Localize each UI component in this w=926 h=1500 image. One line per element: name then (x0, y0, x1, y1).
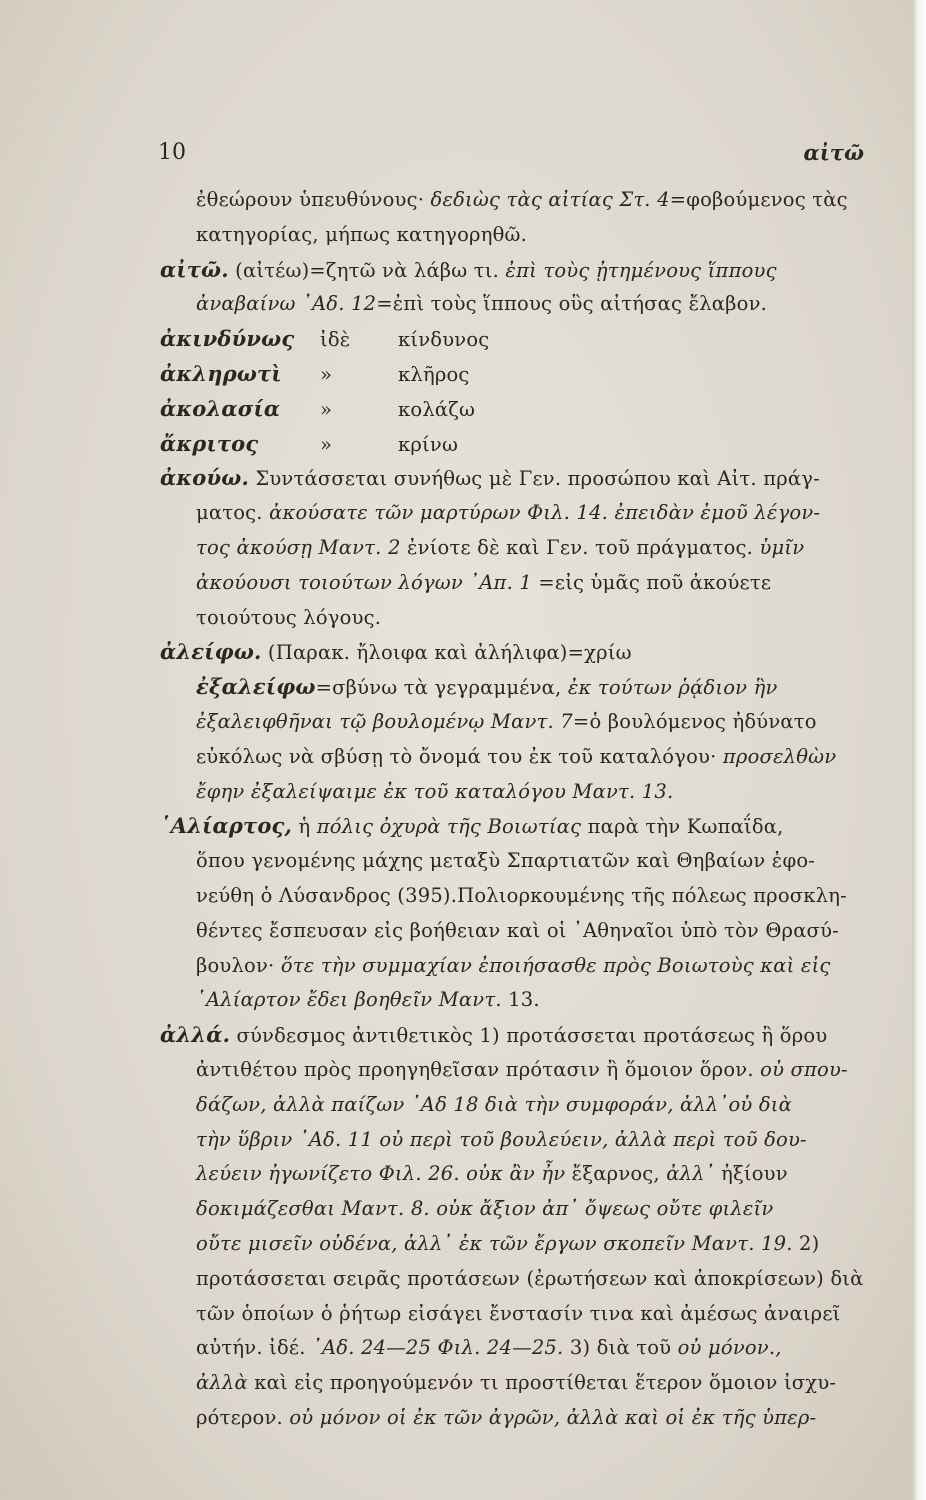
text-line (160, 1227, 872, 1262)
text-line (160, 1401, 872, 1436)
body-text: 13. (501, 988, 540, 1012)
text-line (160, 1157, 872, 1192)
body-text: » (320, 432, 333, 456)
citation-text: ὅτε τὴν συμμαχίαν ἐποιήσασθε πρὸς Βοιωτοὺς καὶ εἰς (280, 953, 831, 977)
citation-text: οὐ σπου- (760, 1057, 848, 1081)
citation-text: ὑμῖν (759, 535, 805, 559)
body-text: » (320, 362, 333, 386)
text-line (160, 392, 872, 427)
body-text: ἰδὲ (320, 328, 351, 352)
citation-text: ἐκ τούτων ῥᾴδιον ἣν (567, 676, 778, 700)
citation-text: ἐξαλειφθῆναι τῷ βουλομένῳ Μαντ. 7 (196, 709, 573, 733)
text-line (160, 183, 872, 218)
headword: ἀκούω. (160, 465, 249, 491)
text-line (160, 635, 872, 670)
body-text: τῶν ὁποίων ὁ ῥήτωρ εἰσάγει ἔνστασίν τινα καὶ ἀμέσως ἀναιρεῖ (196, 1301, 841, 1325)
text-line (160, 1331, 872, 1366)
headword: ῾Αλίαρτος, (160, 813, 293, 839)
citation-text: ἀλλ᾿ (666, 1162, 715, 1186)
text-line (160, 601, 872, 636)
body-text: (Παρακ. ἤλοιφα καὶ ἀλήλιφα)=χρίω (261, 641, 632, 665)
text-line (160, 461, 872, 496)
text-line (160, 914, 872, 949)
body-text: κρίνω (398, 432, 459, 456)
text-line (160, 949, 872, 984)
text-line (160, 740, 872, 775)
body-text: ματος. (196, 501, 270, 525)
body-text: =ὁ βουλόμενος ἠδύνατο (572, 709, 817, 733)
headword: ἀκινδύνως (160, 326, 295, 352)
headword: ἐξαλείφω (196, 674, 316, 700)
text-line (160, 566, 872, 601)
body-text: νεύθη ὁ Λύσανδρος (395).Πολιορκουμένης τῆς πόλεως προσκλη- (196, 883, 847, 907)
body-text: ἠξίουν (714, 1162, 788, 1186)
body-text: ἀντιθέτου πρὸς προηγηθεῖσαν πρότασιν ἢ ὅμοιον ὅρον. (196, 1057, 761, 1081)
citation-text: πόλις ὀχυρὰ τῆς Βοιωτίας (316, 815, 582, 839)
body-text: βουλον· (196, 953, 281, 977)
citation-text: δοκιμάζεσθαι Μαντ. 8. οὐκ ἄξιον ἀπ᾿ ὄψεως οὔτε φιλεῖν (196, 1197, 774, 1221)
citation-text: ἀναβαίνω ᾿Αδ. 12 (196, 292, 377, 316)
running-head: αἰτῶ (803, 140, 864, 165)
text-line (160, 1088, 872, 1123)
body-text: θέντες ἔσπευσαν εἰς βοήθειαν καὶ οἱ ᾿Αθηναῖοι ὑπὸ τὸν Θρασύ- (196, 918, 839, 942)
headword: ἄκριτος (160, 430, 259, 456)
text-line (160, 1018, 872, 1053)
body-text: =φοβούμενος τὰς (669, 188, 848, 211)
citation-text: οὐ μόνον οἱ ἐκ τῶν ἀγρῶν, ἀλλὰ καὶ οἱ ἐκ τῆς ὑπερ- (289, 1405, 817, 1429)
body-text: Συντάσσεται συνήθως μὲ Γεν. προσώπου καὶ Αἰτ. πράγ- (248, 467, 820, 491)
headword: αἰτῶ. (160, 256, 229, 282)
citation-text: ἔφην ἐξαλείψαιμε ἐκ τοῦ καταλόγου Μαντ. 13. (196, 779, 674, 803)
body-text: 2) (792, 1231, 820, 1255)
body-text: 3) διὰ τοῦ (563, 1336, 678, 1360)
citation-text: τος ἀκούσῃ Μαντ. 2 (196, 535, 401, 559)
citation-text: οὐ μόνον., (677, 1336, 782, 1360)
body-text: =σβύνω τὰ γεγραμμένα, (315, 676, 568, 700)
citation-text: τὴν ὕβριν ᾿Αδ. 11 οὐ περὶ τοῦ βουλεύειν, ἀλλὰ περὶ τοῦ δου- (196, 1127, 807, 1151)
text-line (160, 775, 872, 810)
body-text: ἡ (292, 815, 317, 839)
text-line (160, 1123, 872, 1158)
page-header (158, 140, 868, 170)
body-text: παρὰ τὴν Κωπαΐδα, (581, 815, 784, 839)
text-line (160, 1262, 872, 1297)
headword: ἀλλά. (160, 1022, 231, 1048)
citation-text: ᾿Αδ. 24—25 Φιλ. 24—25. (312, 1336, 564, 1360)
text-line (160, 1366, 872, 1401)
body-text: κλῆρος (398, 362, 470, 386)
text-line (160, 357, 872, 392)
body-text: τοιούτους λόγους. (196, 605, 382, 629)
body-text: σύνδεσμος ἀντιθετικὸς 1) προτάσσεται προτάσεως ἢ ὅρου (230, 1024, 828, 1048)
text-line (160, 287, 872, 322)
body-text: ἐθεώρουν ὑπευθύνους· (196, 188, 431, 211)
citation-text: ἐπὶ τοὺς ᾐτημένους ἵππους (505, 258, 777, 282)
body-text: » (320, 397, 333, 421)
headword: ἀλείφω. (160, 639, 262, 665)
body-text: ρότερον. (196, 1405, 290, 1429)
citation-text: προσελθὼν (722, 744, 837, 768)
text-line (160, 844, 872, 879)
body-text: αὐτήν. ἰδέ. (196, 1336, 313, 1360)
citation-text: ῾Αλίαρτον ἔδει βοηθεῖν Μαντ. (196, 988, 502, 1012)
text-line (160, 427, 872, 462)
citation-text: δεδιὼς τὰς αἰτίας Στ. 4 (430, 188, 670, 211)
body-text: =ἐπὶ τοὺς ἵππους οὓς αἰτήσας ἔλαβον. (376, 292, 768, 316)
body-text: εὐκόλως νὰ σβύσῃ τὸ ὄνομά του ἐκ τοῦ καταλόγου· (196, 744, 723, 768)
citation-text: δάζων, ἀλλὰ παίζων ᾿Αδ 18 διὰ τὴν συμφοράν, ἀλλ᾿οὐ διὰ (196, 1092, 792, 1116)
text-line (160, 670, 872, 705)
citation-text: ἀλλὰ (196, 1371, 248, 1395)
body-text: =εἰς ὑμᾶς ποῦ ἀκούετε (531, 570, 772, 594)
citation-text: ἀκούουσι τοιούτων λόγων ᾿Απ. 1 (196, 570, 532, 594)
page-number: 10 (158, 140, 186, 165)
body-text: κίνδυνος (398, 328, 490, 352)
citation-text: οὔτε μισεῖν οὐδένα, ἀλλ᾿ ἐκ τῶν ἔργων σκοπεῖν Μαντ. 19. (196, 1231, 793, 1255)
text-line (160, 1053, 872, 1088)
body-text: (αἰτέω)=ζητῶ νὰ λάβω τι. (228, 258, 506, 282)
text-line (160, 983, 872, 1018)
text-line (160, 879, 872, 914)
body-text: κατηγορίας, μήπως κατηγορηθῶ. (196, 222, 528, 246)
text-line (160, 1192, 872, 1227)
body-text: καὶ εἰς προηγούμενόν τι προστίθεται ἕτερον ὅμοιον ἰσχυ- (247, 1371, 837, 1395)
headword: ἀκολασία (160, 395, 281, 421)
dictionary-text (160, 183, 872, 1436)
text-line (160, 705, 872, 740)
text-line (160, 322, 872, 357)
body-text: προτάσσεται σειρᾶς προτάσεων (ἐρωτήσεων καὶ ἀποκρίσεων) διὰ (196, 1266, 864, 1290)
headword: ἀκληρωτὶ (160, 360, 282, 386)
text-line (160, 1297, 872, 1332)
citation-text: λεύειν ἠγωνίζετο Φιλ. 26. οὐκ ἂν ἦν (196, 1162, 566, 1186)
body-text: ὅπου γενομένης μάχης μεταξὺ Σπαρτιατῶν καὶ Θηβαίων ἐφο- (196, 849, 816, 873)
text-line (160, 531, 872, 566)
text-line (160, 253, 872, 288)
text-line (160, 218, 872, 253)
text-line (160, 809, 872, 844)
body-text: ἐνίοτε δὲ καὶ Γεν. τοῦ πράγματος. (400, 535, 760, 559)
body-text: κολάζω (398, 397, 476, 421)
body-text: ἔξαρνος, (565, 1162, 667, 1186)
page-edge (912, 0, 926, 1500)
text-line (160, 496, 872, 531)
citation-text: ἀκούσατε τῶν μαρτύρων Φιλ. 14. ἐπειδὰν ἐμοῦ λέγον- (269, 501, 821, 525)
